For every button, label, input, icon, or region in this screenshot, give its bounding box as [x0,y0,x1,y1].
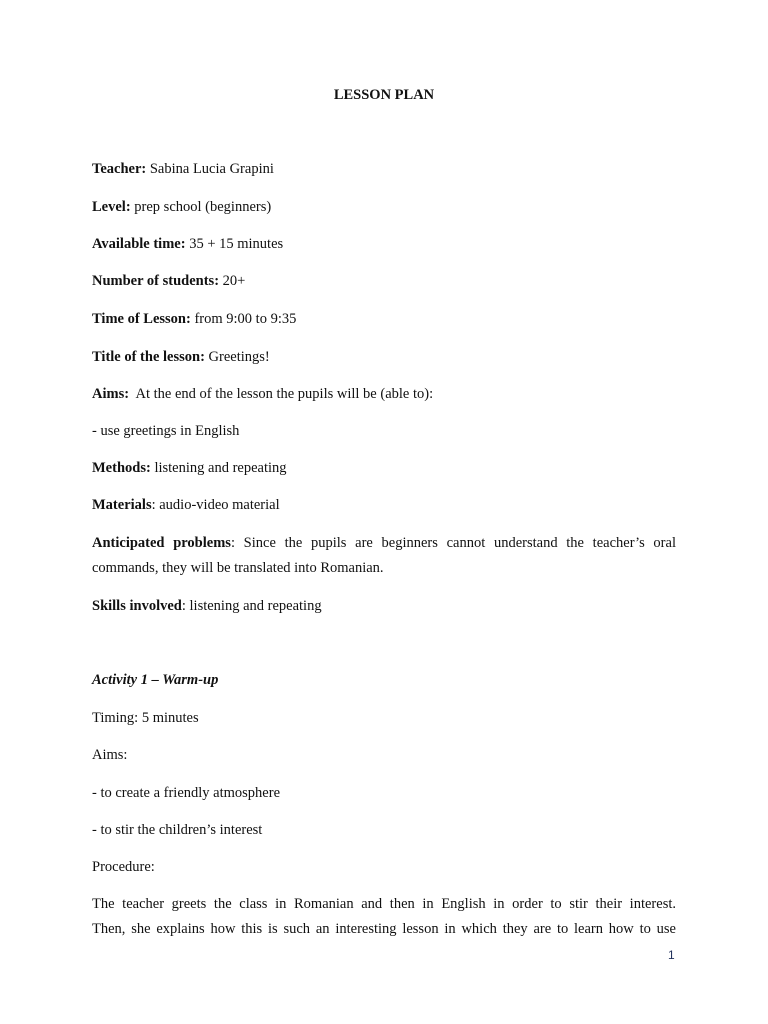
lesson-title-value: Greetings! [204,349,270,365]
teacher-value: Sabina Lucia Grapini [146,161,274,177]
anticipated-problems-value: : Since the pupils are beginners cannot understand the teacher’s oral [230,535,676,551]
anticipated-problems-label: Anticipated problems [92,535,231,551]
time-of-lesson-line [92,310,296,328]
time-of-lesson-label: Time of Lesson: [92,311,191,327]
aims-line [92,385,433,403]
skills-label: Skills involved [92,598,182,614]
lesson-title-label: Title of the lesson: [92,349,205,365]
available-time-value: 35 + 15 minutes [185,236,284,252]
anticipated-problems-line [92,534,676,552]
methods-label: Methods: [92,460,151,476]
level-value: prep school (beginners) [130,199,272,215]
anticipated-problems-continued: commands, they will be translated into Romanian. [92,560,384,576]
students-label: Number of students: [92,273,220,289]
students-line [92,272,245,290]
teacher-label: Teacher: [92,161,147,177]
students-value: 20+ [219,273,246,289]
procedure-label: Procedure: [92,859,155,875]
procedure-text: Then, she explains how this is such an interesting lesson in which they are to learn how to use [92,921,676,937]
methods-value: listening and repeating [150,460,287,476]
teacher-line [92,160,274,178]
activity-aim-item: - to stir the children’s interest [92,822,263,838]
activity-timing: Timing: 5 minutes [92,710,199,726]
skills-value: : listening and repeating [181,598,322,614]
materials-value: : audio-video material [151,497,280,513]
aims-value: At the end of the lesson the pupils will be (able to): [129,386,434,402]
aim-item: - use greetings in English [92,423,240,439]
skills-line [92,597,322,615]
lesson-title-line [92,348,270,366]
activity-aims-label: Aims: [92,747,128,763]
time-of-lesson-value: from 9:00 to 9:35 [190,311,297,327]
materials-line [92,496,280,514]
activity-heading: Activity 1 – Warm-up [92,672,219,688]
aims-label: Aims: [92,386,130,402]
available-time-label: Available time: [92,236,186,252]
procedure-text: The teacher greets the class in Romanian and then in English in order to stir their interest. [92,896,676,912]
methods-line [92,459,287,477]
page-number: 1 [668,948,675,962]
page-title: LESSON PLAN [333,87,435,103]
materials-label: Materials [92,497,152,513]
level-line [92,198,271,216]
level-label: Level: [92,199,131,215]
activity-aim-item: - to create a friendly atmosphere [92,785,281,801]
available-time-line [92,235,283,253]
